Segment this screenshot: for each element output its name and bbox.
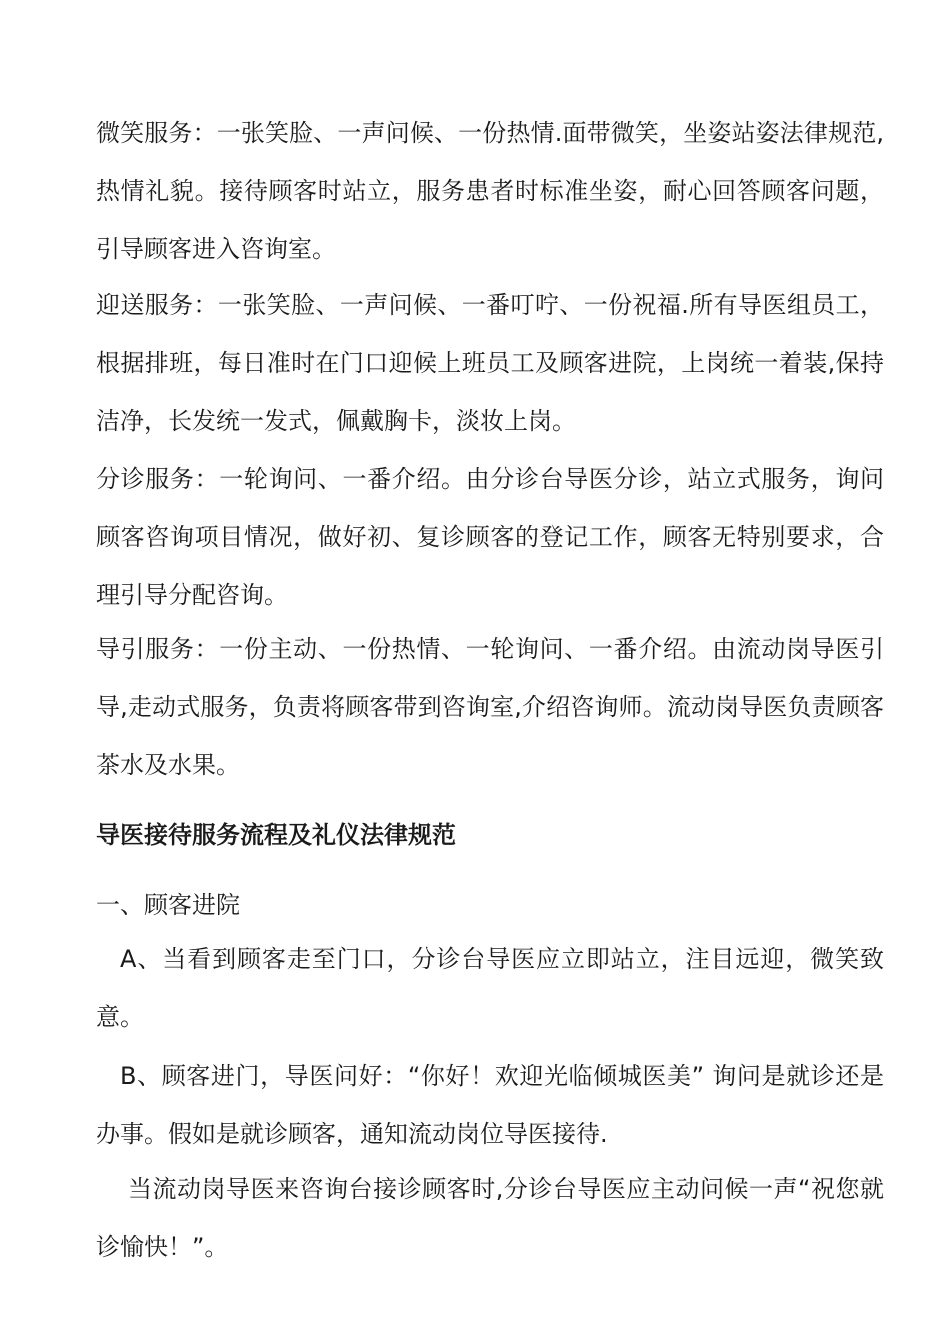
paragraph-triage-service: 分诊服务：一轮询问、一番介绍。由分诊台导医分诊，站立式服务，询问顾客咨询项目情况，做好初、复诊顾客的登记工作，顾客无特别要求，合理引导分配咨询。 [96,465,884,609]
subsection-title: 一、顾客进院 [96,891,240,919]
paragraph-guide-service: 导引服务：一份主动、一份热情、一轮询问、一番介绍。由流动岗导医引导,走动式服务，负责将顾客带到咨询室,介绍咨询师。流动岗导医负责顾客茶水及水果。 [96,635,884,779]
section-heading: 导医接待服务流程及礼仪法律规范 [96,821,456,849]
item-b: B、顾客进门，导医问好：“你好！欢迎光临倾城医美” 询问是就诊还是办事。假如是就诊顾客，通知流动岗位导医接待. [96,1062,884,1148]
paragraph-smile-service: 微笑服务：一张笑脸、一声问候、一份热情.面带微笑，坐姿站姿法律规范,热情礼貌。接待顾客时站立，服务患者时标准坐姿，耐心回答顾客问题，引导顾客进入咨询室。 [96,119,884,263]
item-c: 当流动岗导医来咨询台接诊顾客时,分诊台导医应主动问候一声“祝您就诊愉快！”。 [96,1175,884,1261]
paragraph-greeting-service: 迎送服务：一张笑脸、一声问候、一番叮咛、一份祝福.所有导医组员工，根据排班，每日准时在门口迎候上班员工及顾客进院，上岗统一着装,保持洁净，长发统一发式，佩戴胸卡，淡妆上岗。 [96,291,884,435]
item-a: A、当看到顾客走至门口，分诊台导医应立即站立，注目远迎，微笑致意。 [96,945,884,1031]
